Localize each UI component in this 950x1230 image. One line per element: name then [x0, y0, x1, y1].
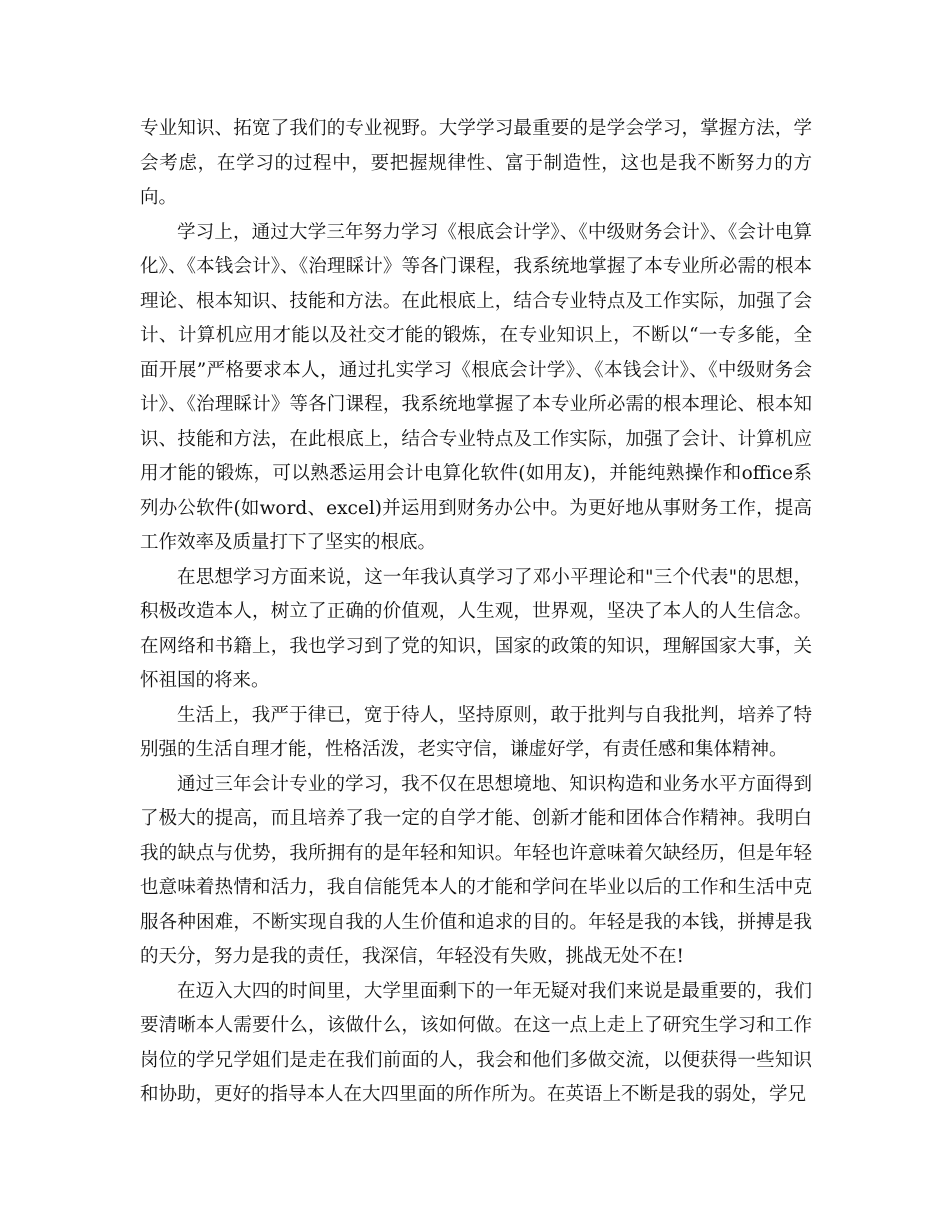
paragraph-2: 学习上，通过大学三年努力学习《根底会计学》、《中级财务会计》、《会计电算化》、《本钱会计》、《治理睬计》等各门课程，我系统地掌握了本专业所必需的根本理论、根本知识、技能和方法。在此根底上，结合专业特点及工作实际，加强了会计、计算机应用才能以及社交才能的锻炼，在专业知识上，不断以“一专多能，全面开展”严格要求本人，通过扎实学习《根底会计学》、《本钱会计》、《中级财务会计》、《治理睬计》等各门课程，我系统地掌握了本专业所必需的根本理论、根本知识、技能和方法，在此根底上，结合专业特点及工作实际，加强了会计、计算机应用才能的锻炼，可以熟悉运用会计电算化软件(如用友)，并能纯熟操作和office系列办公软件(如word、excel)并运用到财务办公中。为更好地从事财务工作，提高工作效率及质量打下了坚实的根底。 [140, 221, 812, 553]
paragraph-1: 专业知识、拓宽了我们的专业视野。大学学习最重要的是学会学习，掌握方法，学会考虑，在学习的过程中，要把握规律性、富于制造性，这也是我不断努力的方向。 [140, 118, 812, 208]
paragraph-5: 通过三年会计专业的学习，我不仅在思想境地、知识构造和业务水平方面得到了极大的提高，而且培养了我一定的自学才能、创新才能和团体合作精神。我明白我的缺点与优势，我所拥有的是年轻和知识。年轻也许意味着欠缺经历，但是年轻也意味着热情和活力，我自信能凭本人的才能和学问在毕业以后的工作和生活中克服各种困难，不断实现自我的人生价值和追求的目的。年轻是我的本钱，拼搏是我的天分，努力是我的责任，我深信，年轻没有失败，挑战无处不在! [140, 773, 812, 967]
paragraph-6: 在迈入大四的时间里，大学里面剩下的一年无疑对我们来说是最重要的，我们要清晰本人需要什么，该做什么，该如何做。在这一点上走上了研究生学习和工作岗位的学兄学姐们是走在我们前面的人，我会和他们多做交流，以便获得一些知识和协助，更好的指导本人在大四里面的所作所为。在英语上不断是我的弱处，学兄 [140, 980, 812, 1105]
document-body [140, 112, 812, 1113]
paragraph-4: 生活上，我严于律已，宽于待人，坚持原则，敢于批判与自我批判，培养了特别强的生活自理才能，性格活泼，老实守信，谦虚好学，有责任感和集体精神。 [140, 704, 812, 760]
paragraph-3: 在思想学习方面来说，这一年我认真学习了邓小平理论和"三个代表"的思想，积极改造本人，树立了正确的价值观，人生观，世界观，坚决了本人的人生信念。在网络和书籍上，我也学习到了党的知识，国家的政策的知识，理解国家大事，关怀祖国的将来。 [140, 566, 812, 691]
